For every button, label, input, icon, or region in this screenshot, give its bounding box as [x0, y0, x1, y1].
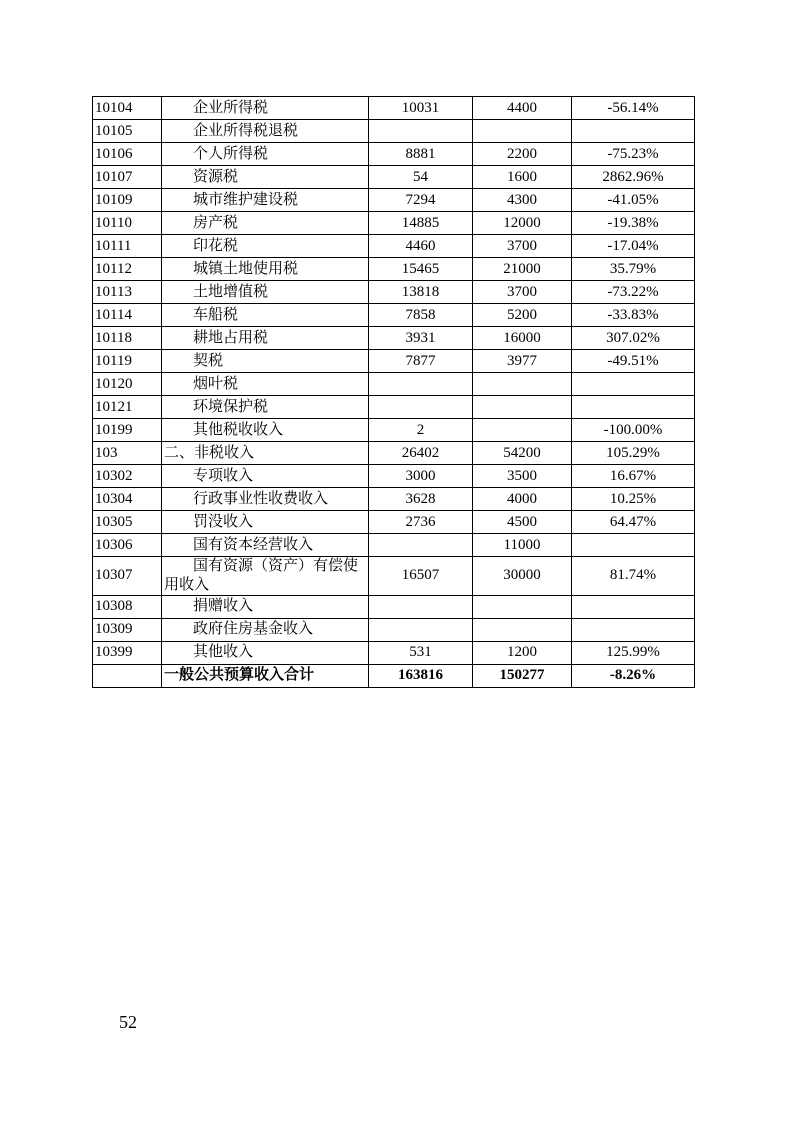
table-row — [93, 350, 695, 373]
name-cell: 国有资源（资产）有偿使用收入 — [162, 557, 369, 596]
value2-cell — [473, 396, 572, 419]
name-cell: 国有资本经营收入 — [162, 534, 369, 557]
code-cell: 10104 — [93, 97, 162, 120]
value2-cell: 4500 — [473, 511, 572, 534]
percent-cell: -8.26% — [572, 664, 695, 687]
percent-cell: 64.47% — [572, 511, 695, 534]
code-cell: 10121 — [93, 396, 162, 419]
code-cell: 10304 — [93, 488, 162, 511]
value2-cell — [473, 419, 572, 442]
value1-cell: 7858 — [369, 304, 473, 327]
name-cell: 企业所得税退税 — [162, 120, 369, 143]
table-row — [93, 641, 695, 664]
code-cell: 10112 — [93, 258, 162, 281]
percent-cell: 2862.96% — [572, 166, 695, 189]
percent-cell: -41.05% — [572, 189, 695, 212]
value2-cell: 2200 — [473, 143, 572, 166]
percent-cell: -33.83% — [572, 304, 695, 327]
table-row — [93, 488, 695, 511]
name-cell: 车船税 — [162, 304, 369, 327]
name-cell: 个人所得税 — [162, 143, 369, 166]
value2-cell: 3700 — [473, 235, 572, 258]
code-cell: 10308 — [93, 595, 162, 618]
code-cell: 10114 — [93, 304, 162, 327]
percent-cell: -73.22% — [572, 281, 695, 304]
percent-cell — [572, 120, 695, 143]
code-cell: 10302 — [93, 465, 162, 488]
code-cell: 10111 — [93, 235, 162, 258]
code-cell: 103 — [93, 442, 162, 465]
value1-cell: 14885 — [369, 212, 473, 235]
percent-cell: -17.04% — [572, 235, 695, 258]
code-cell: 10306 — [93, 534, 162, 557]
value2-cell: 30000 — [473, 557, 572, 596]
code-cell: 10120 — [93, 373, 162, 396]
value2-cell — [473, 120, 572, 143]
budget-table-body — [93, 97, 695, 688]
percent-cell — [572, 595, 695, 618]
percent-cell: -19.38% — [572, 212, 695, 235]
value2-cell: 4400 — [473, 97, 572, 120]
code-cell: 10118 — [93, 327, 162, 350]
table-row — [93, 304, 695, 327]
value1-cell: 4460 — [369, 235, 473, 258]
table-row — [93, 120, 695, 143]
percent-cell: 81.74% — [572, 557, 695, 596]
value2-cell: 21000 — [473, 258, 572, 281]
code-cell: 10109 — [93, 189, 162, 212]
percent-cell: -100.00% — [572, 419, 695, 442]
percent-cell: 10.25% — [572, 488, 695, 511]
table-row — [93, 557, 695, 596]
value2-cell: 3700 — [473, 281, 572, 304]
table-row — [93, 235, 695, 258]
table-row — [93, 442, 695, 465]
code-cell: 10399 — [93, 641, 162, 664]
name-cell: 捐赠收入 — [162, 595, 369, 618]
name-cell: 政府住房基金收入 — [162, 618, 369, 641]
table-row — [93, 373, 695, 396]
percent-cell — [572, 396, 695, 419]
value2-cell: 150277 — [473, 664, 572, 687]
name-cell: 二、非税收入 — [162, 442, 369, 465]
table-row — [93, 595, 695, 618]
name-cell: 城镇土地使用税 — [162, 258, 369, 281]
name-cell: 烟叶税 — [162, 373, 369, 396]
table-row — [93, 465, 695, 488]
percent-cell: -56.14% — [572, 97, 695, 120]
percent-cell: 16.67% — [572, 465, 695, 488]
value1-cell: 3000 — [369, 465, 473, 488]
name-cell: 印花税 — [162, 235, 369, 258]
percent-cell: 125.99% — [572, 641, 695, 664]
name-cell: 专项收入 — [162, 465, 369, 488]
value1-cell: 163816 — [369, 664, 473, 687]
value1-cell: 7294 — [369, 189, 473, 212]
value1-cell — [369, 120, 473, 143]
table-row — [93, 258, 695, 281]
value2-cell: 3977 — [473, 350, 572, 373]
percent-cell: -49.51% — [572, 350, 695, 373]
value2-cell: 4300 — [473, 189, 572, 212]
value1-cell — [369, 595, 473, 618]
name-cell: 其他税收收入 — [162, 419, 369, 442]
value1-cell: 13818 — [369, 281, 473, 304]
table-row — [93, 143, 695, 166]
name-cell: 耕地占用税 — [162, 327, 369, 350]
table-row — [93, 212, 695, 235]
value1-cell: 26402 — [369, 442, 473, 465]
value1-cell: 8881 — [369, 143, 473, 166]
value2-cell: 1600 — [473, 166, 572, 189]
percent-cell — [572, 373, 695, 396]
page-number: 52 — [119, 1012, 137, 1032]
percent-cell: 307.02% — [572, 327, 695, 350]
value1-cell: 2736 — [369, 511, 473, 534]
table-row — [93, 618, 695, 641]
value2-cell: 4000 — [473, 488, 572, 511]
value2-cell: 54200 — [473, 442, 572, 465]
value1-cell — [369, 373, 473, 396]
budget-table — [92, 96, 695, 688]
table-row — [93, 327, 695, 350]
value1-cell: 3931 — [369, 327, 473, 350]
value2-cell — [473, 618, 572, 641]
table-row — [93, 281, 695, 304]
name-cell: 其他收入 — [162, 641, 369, 664]
table-row — [93, 534, 695, 557]
value1-cell: 16507 — [369, 557, 473, 596]
name-cell: 城市维护建设税 — [162, 189, 369, 212]
name-cell: 土地增值税 — [162, 281, 369, 304]
code-cell: 10305 — [93, 511, 162, 534]
value1-cell: 2 — [369, 419, 473, 442]
percent-cell: 35.79% — [572, 258, 695, 281]
table-row — [93, 396, 695, 419]
value2-cell: 3500 — [473, 465, 572, 488]
table-row — [93, 189, 695, 212]
code-cell: 10113 — [93, 281, 162, 304]
value1-cell: 15465 — [369, 258, 473, 281]
name-cell: 契税 — [162, 350, 369, 373]
code-cell: 10110 — [93, 212, 162, 235]
value2-cell: 16000 — [473, 327, 572, 350]
value2-cell — [473, 595, 572, 618]
value1-cell: 531 — [369, 641, 473, 664]
percent-cell: 105.29% — [572, 442, 695, 465]
name-cell: 资源税 — [162, 166, 369, 189]
value2-cell: 1200 — [473, 641, 572, 664]
table-row — [93, 166, 695, 189]
value2-cell: 12000 — [473, 212, 572, 235]
value1-cell — [369, 396, 473, 419]
name-cell: 房产税 — [162, 212, 369, 235]
percent-cell — [572, 618, 695, 641]
value1-cell: 3628 — [369, 488, 473, 511]
code-cell: 10107 — [93, 166, 162, 189]
name-cell: 罚没收入 — [162, 511, 369, 534]
name-cell: 企业所得税 — [162, 97, 369, 120]
name-cell: 行政事业性收费收入 — [162, 488, 369, 511]
value2-cell — [473, 373, 572, 396]
code-cell — [93, 664, 162, 687]
name-cell: 环境保护税 — [162, 396, 369, 419]
code-cell: 10119 — [93, 350, 162, 373]
table-row — [93, 419, 695, 442]
value1-cell: 10031 — [369, 97, 473, 120]
value1-cell — [369, 534, 473, 557]
percent-cell — [572, 534, 695, 557]
name-cell: 一般公共预算收入合计 — [162, 664, 369, 687]
code-cell: 10106 — [93, 143, 162, 166]
table-row — [93, 97, 695, 120]
table-row — [93, 664, 695, 687]
value2-cell: 11000 — [473, 534, 572, 557]
value1-cell — [369, 618, 473, 641]
percent-cell: -75.23% — [572, 143, 695, 166]
value1-cell: 7877 — [369, 350, 473, 373]
value2-cell: 5200 — [473, 304, 572, 327]
table-row — [93, 511, 695, 534]
code-cell: 10309 — [93, 618, 162, 641]
code-cell: 10105 — [93, 120, 162, 143]
code-cell: 10307 — [93, 557, 162, 596]
code-cell: 10199 — [93, 419, 162, 442]
value1-cell: 54 — [369, 166, 473, 189]
